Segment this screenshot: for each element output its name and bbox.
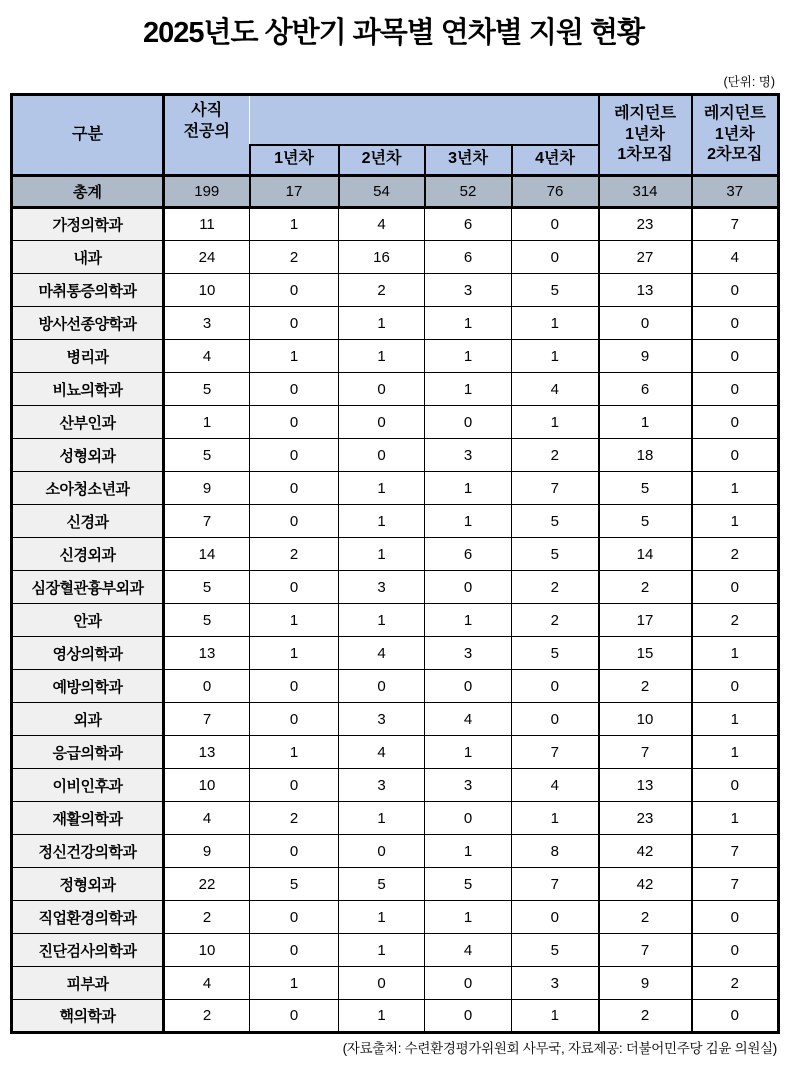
cell-value: 1: [425, 736, 512, 769]
table-row: [12, 241, 779, 274]
table-row: [12, 637, 779, 670]
cell-value: 1: [692, 505, 779, 538]
cell-value: 0: [425, 571, 512, 604]
row-label: 안과: [12, 604, 164, 637]
header-year-3: 3년차: [425, 145, 512, 176]
cell-value: 6: [599, 373, 692, 406]
row-label: 예방의학과: [12, 670, 164, 703]
table-row: [12, 208, 779, 241]
cell-value: 3: [164, 307, 250, 340]
table-row: [12, 901, 779, 934]
cell-value: 2: [512, 439, 599, 472]
header-resident2-line2: 1년차: [714, 125, 755, 143]
cell-value: 7: [692, 208, 779, 241]
cell-value: 7: [599, 934, 692, 967]
cell-value: 2: [512, 604, 599, 637]
cell-value: 9: [599, 340, 692, 373]
cell-value: 13: [599, 274, 692, 307]
cell-value: 5: [164, 373, 250, 406]
cell-value: 0: [339, 670, 425, 703]
cell-value: 0: [512, 208, 599, 241]
cell-value: 5: [512, 637, 599, 670]
cell-value: 1: [339, 538, 425, 571]
cell-value: 199: [164, 176, 250, 208]
row-label: 성형외과: [12, 439, 164, 472]
cell-value: 0: [339, 373, 425, 406]
cell-value: 0: [250, 934, 339, 967]
row-label: 내과: [12, 241, 164, 274]
cell-value: 1: [599, 406, 692, 439]
cell-value: 2: [512, 571, 599, 604]
cell-value: 7: [512, 868, 599, 901]
header-year-1: 1년차: [250, 145, 339, 176]
cell-value: 1: [425, 472, 512, 505]
page-title: 2025년도 상반기 과목별 연차별 지원 현황: [142, 17, 644, 49]
cell-value: 6: [425, 241, 512, 274]
cell-value: 10: [164, 934, 250, 967]
cell-value: 0: [512, 703, 599, 736]
cell-value: 0: [250, 835, 339, 868]
cell-value: 2: [339, 274, 425, 307]
cell-value: 5: [512, 934, 599, 967]
cell-value: 17: [599, 604, 692, 637]
cell-value: 0: [250, 274, 339, 307]
cell-value: 5: [425, 868, 512, 901]
table-row: [12, 505, 779, 538]
cell-value: 0: [250, 472, 339, 505]
header-row-1: [12, 95, 779, 145]
cell-value: 7: [512, 472, 599, 505]
cell-value: 4: [425, 703, 512, 736]
cell-value: 0: [250, 571, 339, 604]
table-row: [12, 472, 779, 505]
cell-value: 2: [692, 967, 779, 1000]
cell-value: 4: [512, 373, 599, 406]
cell-value: 0: [339, 967, 425, 1000]
total-row: [12, 176, 779, 208]
table-row: [12, 703, 779, 736]
row-label: 가정의학과: [12, 208, 164, 241]
cell-value: 10: [599, 703, 692, 736]
cell-value: 0: [339, 439, 425, 472]
cell-value: 5: [250, 868, 339, 901]
cell-value: 18: [599, 439, 692, 472]
cell-value: 10: [164, 274, 250, 307]
row-label: 영상의학과: [12, 637, 164, 670]
cell-value: 5: [599, 505, 692, 538]
applications-table: [10, 93, 780, 1034]
cell-value: 0: [425, 967, 512, 1000]
cell-value: 1: [250, 967, 339, 1000]
cell-value: 42: [599, 835, 692, 868]
cell-value: 5: [164, 604, 250, 637]
header-gubun: 구분: [12, 95, 164, 176]
cell-value: 76: [512, 176, 599, 208]
cell-value: 9: [164, 835, 250, 868]
cell-value: 1: [692, 472, 779, 505]
cell-value: 1: [512, 802, 599, 835]
cell-value: 1: [425, 373, 512, 406]
header-resident-first-recruit: [599, 95, 692, 176]
cell-value: 3: [425, 769, 512, 802]
cell-value: 0: [250, 1000, 339, 1033]
header-resident2-line1: 레지던트: [703, 104, 766, 122]
cell-value: 1: [339, 802, 425, 835]
cell-value: 1: [512, 406, 599, 439]
cell-value: 0: [692, 901, 779, 934]
cell-value: 4: [339, 208, 425, 241]
cell-value: 1: [339, 472, 425, 505]
cell-value: 7: [692, 868, 779, 901]
cell-value: 2: [250, 538, 339, 571]
row-label: 신경과: [12, 505, 164, 538]
cell-value: 0: [692, 307, 779, 340]
cell-value: 1: [250, 637, 339, 670]
cell-value: 7: [692, 835, 779, 868]
cell-value: 1: [339, 901, 425, 934]
cell-value: 4: [164, 340, 250, 373]
cell-value: 0: [250, 307, 339, 340]
row-label: 재활의학과: [12, 802, 164, 835]
row-label: 병리과: [12, 340, 164, 373]
cell-value: 1: [512, 1000, 599, 1033]
cell-value: 314: [599, 176, 692, 208]
cell-value: 0: [512, 670, 599, 703]
cell-value: 5: [512, 505, 599, 538]
cell-value: 17: [250, 176, 339, 208]
cell-value: 0: [339, 406, 425, 439]
cell-value: 7: [599, 736, 692, 769]
row-label: 피부과: [12, 967, 164, 1000]
cell-value: 0: [692, 769, 779, 802]
cell-value: 27: [599, 241, 692, 274]
cell-value: 4: [164, 802, 250, 835]
cell-value: 2: [164, 901, 250, 934]
table-row: [12, 340, 779, 373]
cell-value: 4: [692, 241, 779, 274]
table-row: [12, 736, 779, 769]
cell-value: 7: [512, 736, 599, 769]
row-label: 심장혈관흉부외과: [12, 571, 164, 604]
header-resident2-line3: 2차모집: [707, 146, 763, 164]
cell-value: 0: [250, 439, 339, 472]
cell-value: 3: [425, 274, 512, 307]
cell-value: 15: [599, 637, 692, 670]
table-row: [12, 538, 779, 571]
cell-value: 0: [250, 769, 339, 802]
cell-value: 14: [164, 538, 250, 571]
cell-value: 1: [339, 1000, 425, 1033]
cell-value: 1: [512, 307, 599, 340]
row-label: 외과: [12, 703, 164, 736]
row-label: 정형외과: [12, 868, 164, 901]
cell-value: 16: [339, 241, 425, 274]
cell-value: 0: [425, 670, 512, 703]
table-row: [12, 274, 779, 307]
cell-value: 4: [512, 769, 599, 802]
cell-value: 2: [599, 670, 692, 703]
cell-value: 0: [339, 835, 425, 868]
cell-value: 1: [339, 934, 425, 967]
table-row: [12, 670, 779, 703]
header-year-group-spacer: [250, 95, 599, 145]
header-sajik-line2: 전공의: [183, 122, 230, 140]
cell-value: 0: [692, 439, 779, 472]
cell-value: 1: [425, 340, 512, 373]
header-resident1-line2: 1년차: [625, 125, 665, 143]
row-label: 진단검사의학과: [12, 934, 164, 967]
cell-value: 3: [512, 967, 599, 1000]
cell-value: 3: [339, 703, 425, 736]
row-label: 마취통증의학과: [12, 274, 164, 307]
row-label: 응급의학과: [12, 736, 164, 769]
cell-value: 3: [425, 439, 512, 472]
table-row: [12, 373, 779, 406]
cell-value: 1: [339, 505, 425, 538]
cell-value: 14: [599, 538, 692, 571]
row-label: 비뇨의학과: [12, 373, 164, 406]
cell-value: 0: [692, 670, 779, 703]
table-header: [12, 95, 779, 176]
table-row: [12, 934, 779, 967]
cell-value: 4: [339, 637, 425, 670]
cell-value: 0: [425, 406, 512, 439]
cell-value: 2: [599, 901, 692, 934]
cell-value: 0: [692, 340, 779, 373]
cell-value: 2: [250, 802, 339, 835]
cell-value: 13: [164, 637, 250, 670]
cell-value: 3: [339, 571, 425, 604]
table-row: [12, 769, 779, 802]
cell-value: 1: [692, 637, 779, 670]
cell-value: 0: [250, 901, 339, 934]
cell-value: 0: [512, 241, 599, 274]
cell-value: 52: [425, 176, 512, 208]
row-label: 이비인후과: [12, 769, 164, 802]
cell-value: 8: [512, 835, 599, 868]
cell-value: 2: [692, 604, 779, 637]
cell-value: 0: [250, 373, 339, 406]
cell-value: 2: [250, 241, 339, 274]
cell-value: 1: [339, 340, 425, 373]
cell-value: 2: [692, 538, 779, 571]
cell-value: 0: [692, 571, 779, 604]
cell-value: 0: [692, 274, 779, 307]
cell-value: 1: [250, 340, 339, 373]
row-label: 소아청소년과: [12, 472, 164, 505]
cell-value: 0: [250, 505, 339, 538]
cell-value: 1: [425, 505, 512, 538]
table-row: [12, 868, 779, 901]
cell-value: 5: [512, 274, 599, 307]
cell-value: 1: [164, 406, 250, 439]
cell-value: 1: [692, 802, 779, 835]
row-label: 방사선종양학과: [12, 307, 164, 340]
cell-value: 1: [339, 604, 425, 637]
cell-value: 0: [512, 901, 599, 934]
cell-value: 2: [599, 1000, 692, 1033]
table-row: [12, 967, 779, 1000]
cell-value: 7: [164, 505, 250, 538]
cell-value: 9: [599, 967, 692, 1000]
cell-value: 3: [425, 637, 512, 670]
cell-value: 42: [599, 868, 692, 901]
header-resident1-line3: 1차모집: [617, 146, 673, 164]
cell-value: 0: [692, 934, 779, 967]
cell-value: 4: [339, 736, 425, 769]
cell-value: 0: [425, 1000, 512, 1033]
cell-value: 0: [425, 802, 512, 835]
cell-value: 0: [164, 670, 250, 703]
cell-value: 1: [692, 736, 779, 769]
cell-value: 0: [250, 703, 339, 736]
cell-value: 0: [692, 373, 779, 406]
cell-value: 5: [512, 538, 599, 571]
cell-value: 5: [339, 868, 425, 901]
cell-value: 22: [164, 868, 250, 901]
cell-value: 4: [425, 934, 512, 967]
unit-note: (단위: 명): [723, 75, 775, 89]
cell-value: 2: [599, 571, 692, 604]
cell-value: 6: [425, 208, 512, 241]
header-sajik-line1: 사직: [191, 102, 223, 119]
cell-value: 5: [164, 571, 250, 604]
cell-value: 2: [164, 1000, 250, 1033]
table-row: [12, 604, 779, 637]
cell-value: 1: [425, 901, 512, 934]
cell-value: 3: [339, 769, 425, 802]
table-row: [12, 406, 779, 439]
header-year-2: 2년차: [339, 145, 425, 176]
cell-value: 5: [164, 439, 250, 472]
cell-value: 1: [512, 340, 599, 373]
cell-value: 1: [425, 835, 512, 868]
cell-value: 9: [164, 472, 250, 505]
cell-value: 4: [164, 967, 250, 1000]
cell-value: 37: [692, 176, 779, 208]
header-resident1-line1: 레지던트: [614, 104, 676, 122]
cell-value: 0: [599, 307, 692, 340]
cell-value: 23: [599, 208, 692, 241]
table-row: [12, 307, 779, 340]
cell-value: 7: [164, 703, 250, 736]
header-resident-second-recruit: [692, 95, 779, 176]
cell-value: 1: [250, 604, 339, 637]
cell-value: 1: [425, 604, 512, 637]
cell-value: 1: [692, 703, 779, 736]
cell-value: 5: [599, 472, 692, 505]
cell-value: 1: [250, 208, 339, 241]
cell-value: 0: [692, 1000, 779, 1033]
table-row: [12, 835, 779, 868]
table-row: [12, 802, 779, 835]
table-row: [12, 439, 779, 472]
cell-value: 23: [599, 802, 692, 835]
cell-value: 13: [164, 736, 250, 769]
header-resigned-residents: [164, 95, 250, 176]
row-label: 총계: [12, 176, 164, 208]
cell-value: 1: [339, 307, 425, 340]
row-label: 산부인과: [12, 406, 164, 439]
table-body: [12, 176, 779, 1033]
cell-value: 1: [425, 307, 512, 340]
cell-value: 54: [339, 176, 425, 208]
row-label: 정신건강의학과: [12, 835, 164, 868]
source-note: (자료출처: 수련환경평가위원회 사무국, 자료제공: 더불어민주당 김윤 의원실): [342, 1041, 777, 1056]
cell-value: 13: [599, 769, 692, 802]
cell-value: 24: [164, 241, 250, 274]
row-label: 직업환경의학과: [12, 901, 164, 934]
table-row: [12, 571, 779, 604]
cell-value: 0: [250, 406, 339, 439]
cell-value: 0: [692, 406, 779, 439]
cell-value: 1: [250, 736, 339, 769]
cell-value: 11: [164, 208, 250, 241]
row-label: 신경외과: [12, 538, 164, 571]
cell-value: 0: [250, 670, 339, 703]
header-year-4: 4년차: [512, 145, 599, 176]
table-row: [12, 1000, 779, 1033]
row-label: 핵의학과: [12, 1000, 164, 1033]
cell-value: 10: [164, 769, 250, 802]
cell-value: 6: [425, 538, 512, 571]
